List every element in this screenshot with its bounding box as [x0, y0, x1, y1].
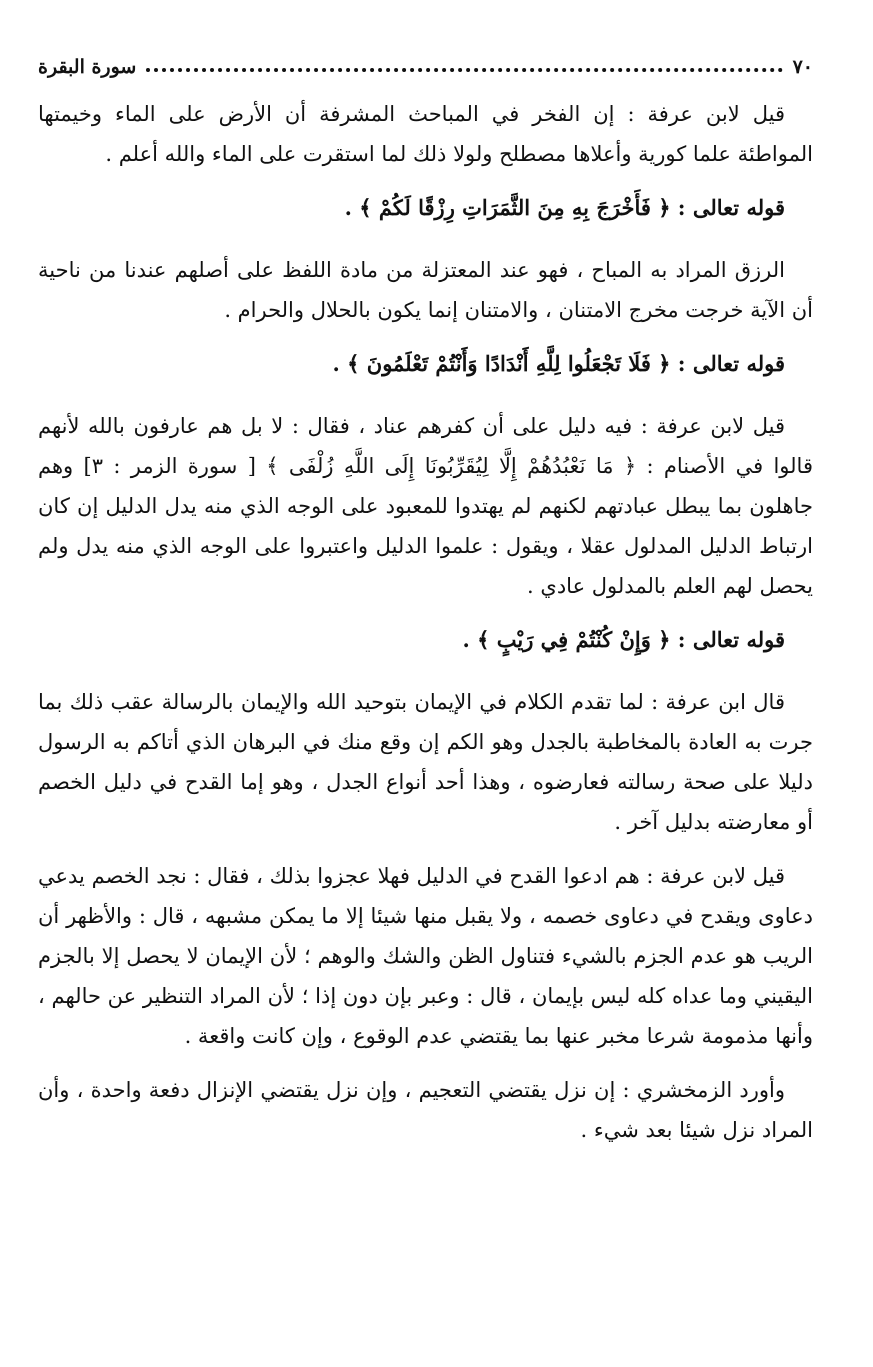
verse-heading-2: قوله تعالى : ﴿ فَلَا تَجْعَلُوا لِلَّهِ أَنْدَادًا وَأَنْتُمْ تَعْلَمُونَ ﴾ . [332, 351, 785, 376]
verse-heading-1: قوله تعالى : ﴿ فَأَخْرَجَ بِهِ مِنَ الثَّمَرَاتِ رِزْقًا لَكُمْ ﴾ . [344, 195, 785, 220]
page-number: ٧٠ [792, 56, 813, 78]
paragraph-5: قيل لابن عرفة : هم ادعوا القدح في الدليل فهلا عجزوا بذلك ، فقال : نجد الخصم يدعي دعاوى ويقدح في دعاوى خصمه ، ولا يقبل منها شيئا إلا ما يمكن مشبهه ، قال : والأظهر أن الريب هو عدم الجزم بالشيء فتناول الظن والشك والوهم ؛ لأن الإيمان لا يحصل إلا بالجزم اليقيني وما عداه كله ليس بإيمان ، قال : وعبر بإن دون إذا ؛ لأن المراد التنظير عن حالهم ، وأنها مذمومة شرعا مخبر عنها بما يقتضي عدم الوقوع ، وإن كانت واقعة . [38, 864, 813, 1048]
running-header [38, 52, 813, 82]
surah-title: سورة البقرة [38, 56, 137, 78]
verse-heading-3: قوله تعالى : ﴿ وَإِنْ كُنْتُمْ فِي رَيْبٍ ﴾ . [462, 627, 785, 652]
header-dotted-leader [146, 68, 782, 72]
paragraph-2: الرزق المراد به المباح ، فهو عند المعتزلة من مادة اللفظ على أصلهم عندنا من ناحية أن الآية خرجت مخرج الامتنان ، والامتنان إنما يكون بالحلال والحرام . [38, 258, 813, 322]
paragraph-4: قال ابن عرفة : لما تقدم الكلام في الإيمان بتوحيد الله والإيمان بالرسالة عقب ذلك بما جرت به العادة بالمخاطبة بالجدل وهو الكم إن وقع منك في البرهان الذي أتاكم به الرسول دليلا على صحة رسالته فعارضوه ، وهذا أحد أنواع الجدل ، وهو إما القدح في دليل الخصم أو معارضته بدليل آخر . [38, 690, 813, 834]
paragraph-1: قيل لابن عرفة : إن الفخر في المباحث المشرفة أن الأرض على الماء وخيمتها المواطئة علما كورية وأعلاها مصطلح ولولا ذلك لما استقرت على الماء والله أعلم . [38, 102, 813, 166]
paragraph-6: وأورد الزمخشري : إن نزل يقتضي التعجيم ، وإن نزل يقتضي الإنزال دفعة واحدة ، وأن المراد نزل شيئا بعد شيء . [38, 1078, 813, 1142]
paragraph-3: قيل لابن عرفة : فيه دليل على أن كفرهم عناد ، فقال : لا بل هم عارفون بالله لأنهم قالوا في الأصنام : ﴿ مَا نَعْبُدُهُمْ إِلَّا لِيُقَرِّبُونَا إِلَى اللَّهِ زُلْفَى ﴾ [ سورة الزمر : ٣] وهم جاهلون بما يبطل عبادتهم لكنهم لم يهتدوا للمعبود على الوجه الذي منه يدل الدليل إن كان ارتباط الدليل المدلول عقلا ، ويقول : علموا الدليل واعتبروا على الوجه الذي منه يدل ولم يحصل لهم العلم بالمدلول عادي . [38, 414, 813, 598]
